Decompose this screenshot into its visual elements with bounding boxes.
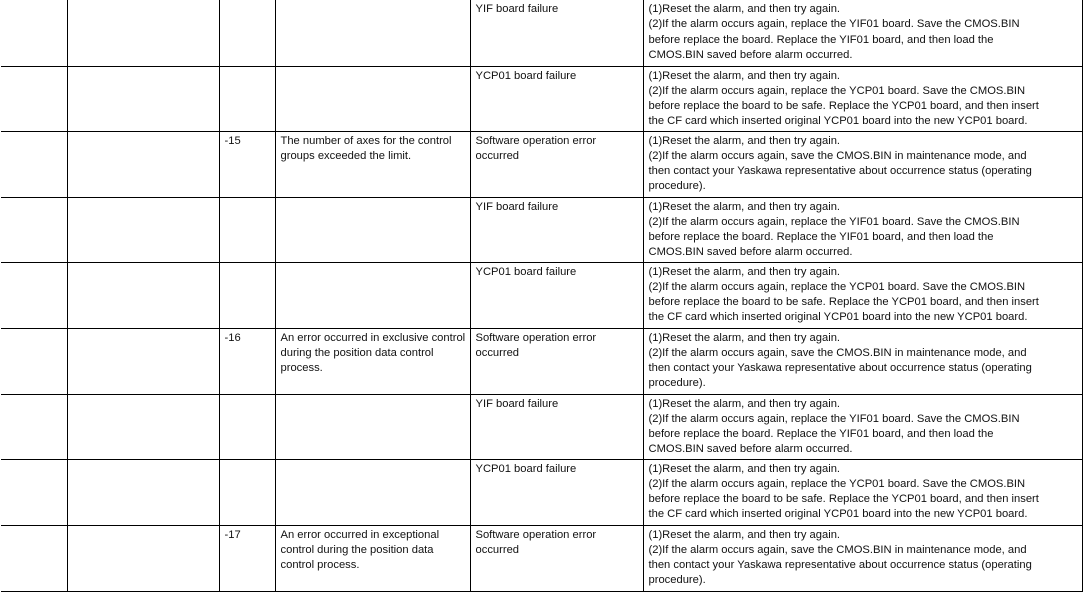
- alarm-cause: YCP01 board failure: [470, 459, 643, 525]
- table-row: [1, 394, 1082, 459]
- alarm-description: [275, 262, 470, 328]
- alarm-remedy: [643, 262, 1082, 328]
- blank-cell: [1, 394, 67, 459]
- remedy-line: procedure).: [648, 377, 706, 390]
- alarm-cause: YCP01 board failure: [470, 262, 643, 328]
- remedy-line: (2)If the alarm occurs again, save the CMOS.BIN in maintenance mode, and: [648, 346, 1027, 359]
- remedy-line: procedure).: [648, 574, 706, 587]
- remedy-line: (1)Reset the alarm, and then try again.: [648, 69, 841, 82]
- remedy-line: before replace the board to be safe. Replace the YCP01 board, and then insert: [648, 296, 1039, 309]
- table-row: [1, 525, 1082, 591]
- alarm-remedy: [643, 131, 1082, 197]
- alarm-subcode: -17: [219, 525, 275, 591]
- remedy-line: (2)If the alarm occurs again, replace the YCP01 board. Save the CMOS.BIN: [648, 280, 1026, 293]
- blank-cell: [67, 262, 219, 328]
- remedy-line: CMOS.BIN saved before alarm occurred.: [648, 443, 853, 456]
- alarm-cause: Software operation error occurred: [470, 525, 643, 591]
- remedy-line: then contact your Yaskawa representative about occurrence status (operating: [648, 362, 1032, 375]
- blank-cell: [67, 66, 219, 131]
- alarm-cause: Software operation error occurred: [470, 328, 643, 394]
- table-row: [1, 131, 1082, 197]
- blank-cell: [67, 525, 219, 591]
- alarm-remedy: [643, 328, 1082, 394]
- table-row: [1, 197, 1082, 262]
- blank-cell: [1, 328, 67, 394]
- alarm-subcode: [219, 459, 275, 525]
- alarm-cause: YIF board failure: [470, 394, 643, 459]
- remedy-line: before replace the board. Replace the YIF01 board, and then load the: [648, 231, 994, 244]
- blank-cell: [67, 394, 219, 459]
- remedy-line: procedure).: [648, 180, 706, 193]
- blank-cell: [1, 459, 67, 525]
- alarm-remedy: [643, 394, 1082, 459]
- alarm-table: [1, 0, 1083, 592]
- alarm-remedy: [643, 197, 1082, 262]
- alarm-subcode: [219, 197, 275, 262]
- remedy-line: (1)Reset the alarm, and then try again.: [648, 397, 841, 410]
- remedy-line: (1)Reset the alarm, and then try again.: [648, 331, 841, 344]
- table-row: [1, 328, 1082, 394]
- blank-cell: [67, 131, 219, 197]
- remedy-line: (2)If the alarm occurs again, save the CMOS.BIN in maintenance mode, and: [648, 149, 1027, 162]
- remedy-line: (2)If the alarm occurs again, replace the YIF01 board. Save the CMOS.BIN: [648, 215, 1020, 228]
- alarm-cause: YIF board failure: [470, 197, 643, 262]
- table-row: [1, 262, 1082, 328]
- remedy-line: (2)If the alarm occurs again, replace the YIF01 board. Save the CMOS.BIN: [648, 412, 1020, 425]
- remedy-line: (1)Reset the alarm, and then try again.: [648, 462, 841, 475]
- alarm-cause: YIF board failure: [470, 0, 643, 66]
- remedy-line: before replace the board to be safe. Replace the YCP01 board, and then insert: [648, 100, 1039, 113]
- blank-cell: [67, 459, 219, 525]
- alarm-description: [275, 197, 470, 262]
- alarm-description: [275, 459, 470, 525]
- table-row: [1, 459, 1082, 525]
- table-row: [1, 0, 1082, 66]
- blank-cell: [1, 197, 67, 262]
- remedy-line: then contact your Yaskawa representative about occurrence status (operating: [648, 165, 1032, 178]
- alarm-cause: YCP01 board failure: [470, 66, 643, 131]
- remedy-line: (1)Reset the alarm, and then try again.: [648, 200, 841, 213]
- blank-cell: [67, 197, 219, 262]
- remedy-line: (2)If the alarm occurs again, replace the YCP01 board. Save the CMOS.BIN: [648, 477, 1026, 490]
- alarm-subcode: -16: [219, 328, 275, 394]
- remedy-line: before replace the board to be safe. Replace the YCP01 board, and then insert: [648, 493, 1039, 506]
- alarm-description: [275, 0, 470, 66]
- blank-cell: [1, 0, 67, 66]
- alarm-subcode: [219, 0, 275, 66]
- remedy-line: the CF card which inserted original YCP01 board into the new YCP01 board.: [648, 311, 1028, 324]
- alarm-remedy: [643, 66, 1082, 131]
- alarm-subcode: [219, 66, 275, 131]
- remedy-line: the CF card which inserted original YCP01 board into the new YCP01 board.: [648, 115, 1028, 128]
- alarm-description: [275, 394, 470, 459]
- alarm-description: The number of axes for the control groups exceeded the limit.: [275, 131, 470, 197]
- alarm-remedy: [643, 459, 1082, 525]
- blank-cell: [67, 0, 219, 66]
- table-row: [1, 66, 1082, 131]
- blank-cell: [67, 328, 219, 394]
- alarm-subcode: [219, 394, 275, 459]
- remedy-line: then contact your Yaskawa representative about occurrence status (operating: [648, 559, 1032, 572]
- remedy-line: (1)Reset the alarm, and then try again.: [648, 528, 841, 541]
- alarm-subcode: -15: [219, 131, 275, 197]
- alarm-description: An error occurred in exceptional control during the position data control process.: [275, 525, 470, 591]
- remedy-line: (2)If the alarm occurs again, replace the YCP01 board. Save the CMOS.BIN: [648, 84, 1026, 97]
- remedy-line: CMOS.BIN saved before alarm occurred.: [648, 48, 853, 61]
- remedy-line: (1)Reset the alarm, and then try again.: [648, 3, 841, 15]
- alarm-remedy: [643, 525, 1082, 591]
- alarm-description: An error occurred in exclusive control during the position data control process.: [275, 328, 470, 394]
- alarm-description: [275, 66, 470, 131]
- remedy-line: (1)Reset the alarm, and then try again.: [648, 265, 841, 278]
- remedy-line: CMOS.BIN saved before alarm occurred.: [648, 246, 853, 259]
- blank-cell: [1, 131, 67, 197]
- alarm-cause: Software operation error occurred: [470, 131, 643, 197]
- remedy-line: the CF card which inserted original YCP01 board into the new YCP01 board.: [648, 508, 1028, 521]
- alarm-subcode: [219, 262, 275, 328]
- remedy-line: (2)If the alarm occurs again, save the CMOS.BIN in maintenance mode, and: [648, 543, 1027, 556]
- remedy-line: before replace the board. Replace the YIF01 board, and then load the: [648, 428, 994, 441]
- blank-cell: [1, 66, 67, 131]
- remedy-line: before replace the board. Replace the YIF01 board, and then load the: [648, 33, 994, 46]
- alarm-remedy: [643, 0, 1082, 66]
- remedy-line: (2)If the alarm occurs again, replace the YIF01 board. Save the CMOS.BIN: [648, 18, 1020, 31]
- blank-cell: [1, 525, 67, 591]
- remedy-line: (1)Reset the alarm, and then try again.: [648, 134, 841, 147]
- blank-cell: [1, 262, 67, 328]
